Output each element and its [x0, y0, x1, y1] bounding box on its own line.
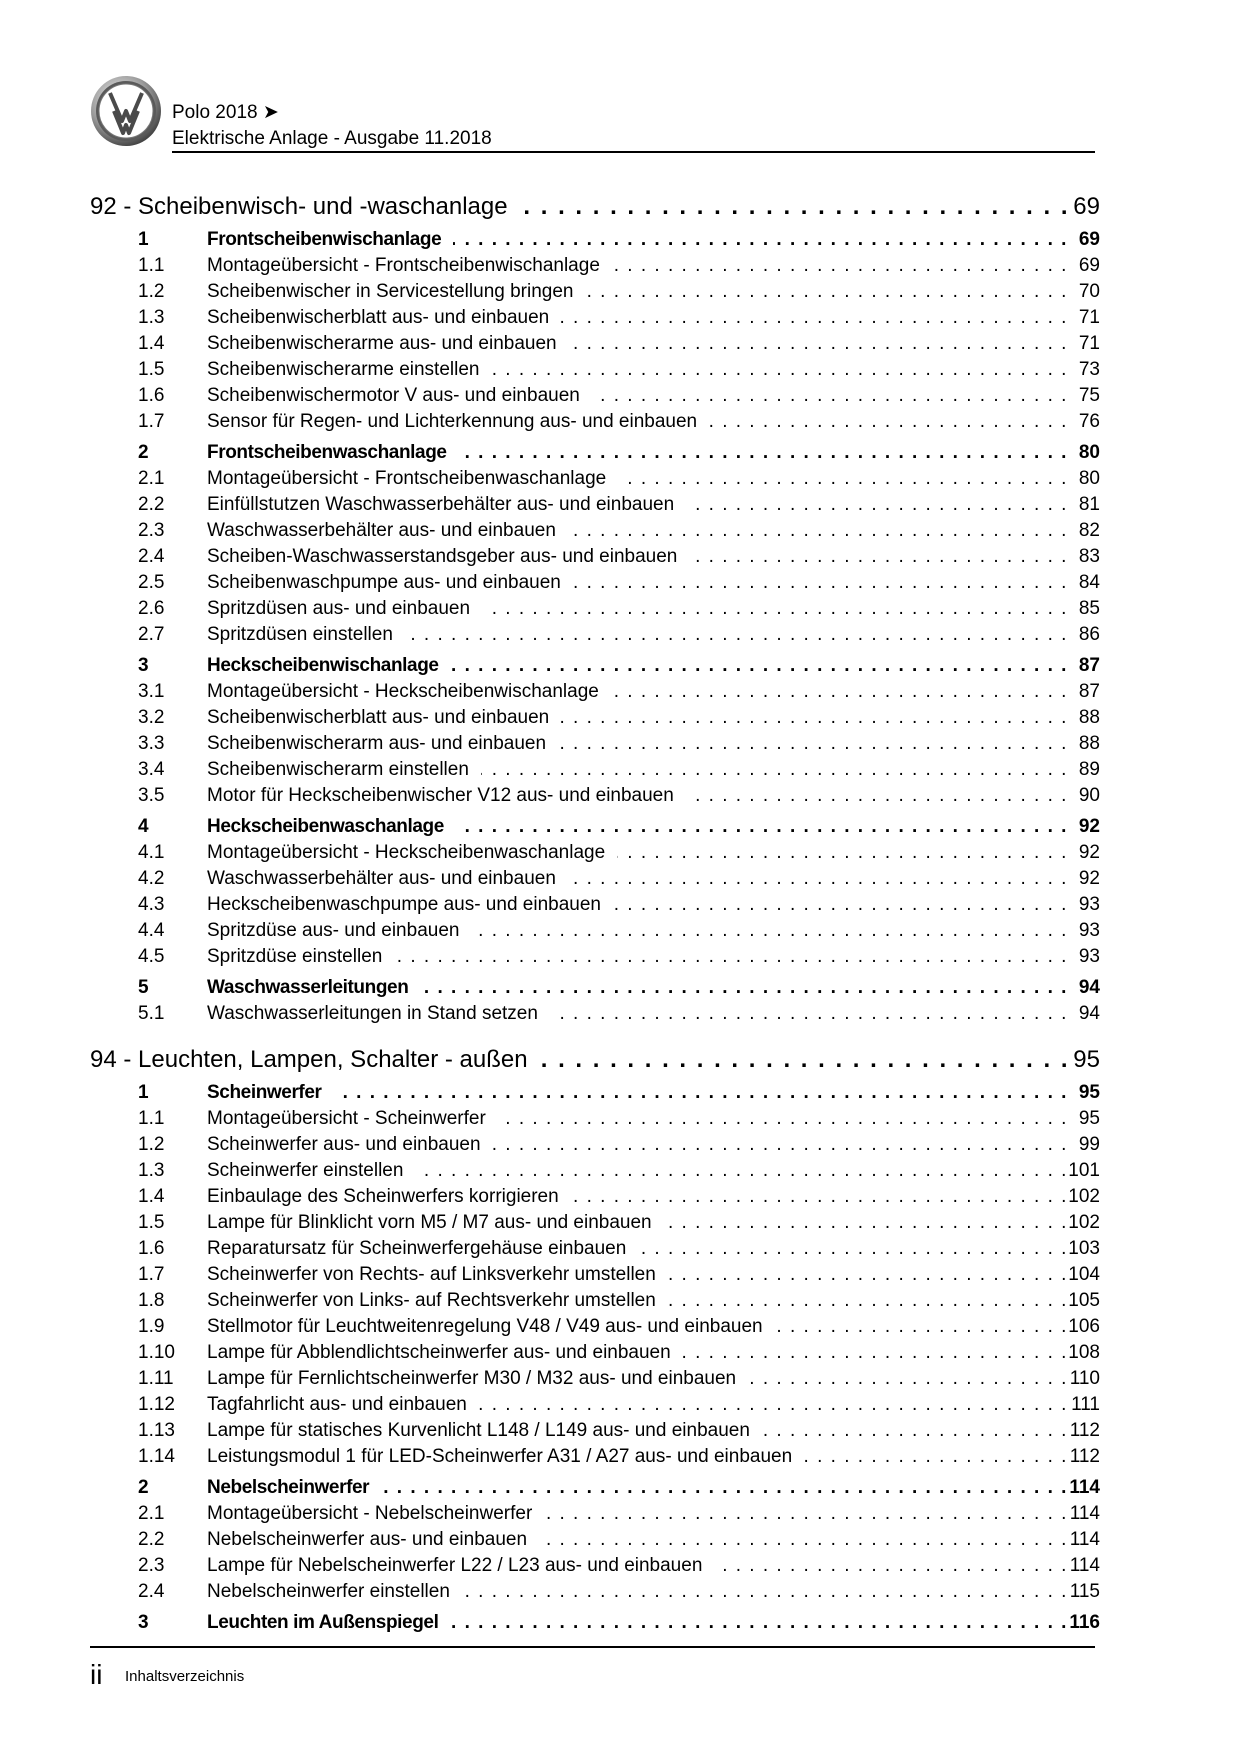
- toc-entry[interactable]: [0, 623, 1240, 651]
- toc-entry-number: 1.11: [138, 1368, 174, 1389]
- page-header: [90, 70, 1095, 150]
- toc-entry[interactable]: [0, 493, 1240, 521]
- toc-entry-number: 3.1: [138, 681, 165, 702]
- toc-entry-number: 4: [138, 816, 149, 837]
- toc-entry[interactable]: [0, 332, 1240, 360]
- toc-entry-page: 105: [1068, 1290, 1100, 1311]
- toc-entry-page: 84: [1078, 572, 1100, 593]
- toc-entry-title: Scheibenwischermotor V aus- und einbauen . . .: [207, 384, 1075, 408]
- toc-entry-title: Scheibenwischerblatt aus- und einbauen . . .: [207, 306, 1075, 330]
- toc-entry-title: Tagfahrlicht aus- und einbauen . . .: [207, 1393, 1075, 1417]
- toc-entry[interactable]: [0, 732, 1240, 760]
- toc-entry-number: 3.2: [138, 707, 165, 728]
- toc-entry-page: 92: [1078, 816, 1100, 837]
- toc-entry-page: 99: [1078, 1134, 1100, 1155]
- toc-entry-title: Montageübersicht - Frontscheibenwaschanlage . . .: [207, 467, 1075, 491]
- toc-entry-number: 2.2: [138, 494, 165, 515]
- toc-entry-title: Leistungsmodul 1 für LED-Scheinwerfer A31 / A27 aus- und einbauen . . .: [207, 1445, 1075, 1469]
- toc-entry-page: 92: [1078, 842, 1100, 863]
- toc-entry[interactable]: [0, 1263, 1240, 1291]
- toc-entry-number: 1.7: [138, 411, 165, 432]
- toc-entry-page: 75: [1078, 385, 1100, 406]
- toc-entry-title: Spritzdüsen aus- und einbauen . . .: [207, 597, 1075, 621]
- toc-entry[interactable]: [0, 784, 1240, 812]
- toc-entry-number: 1.12: [138, 1394, 175, 1415]
- toc-entry-page: 88: [1078, 733, 1100, 754]
- toc-entry-number: 1.6: [138, 385, 165, 406]
- toc-entry-page: 86: [1078, 624, 1100, 645]
- toc-entry[interactable]: [0, 1528, 1240, 1556]
- toc-entry-page: 95: [1078, 1082, 1100, 1103]
- toc-entry-number: 3: [138, 655, 149, 676]
- toc-entry-title: Montageübersicht - Scheinwerfer . . .: [207, 1107, 1075, 1131]
- toc-entry-page: 112: [1069, 1420, 1100, 1441]
- toc-entry-page: 76: [1078, 411, 1100, 432]
- toc-entry[interactable]: [0, 1367, 1240, 1395]
- toc-entry-number: 3.4: [138, 759, 165, 780]
- toc-entry-number: 2.5: [138, 572, 165, 593]
- toc-entry-title: Lampe für Abblendlichtscheinwerfer aus- und einbauen . . .: [207, 1341, 1075, 1365]
- toc-entry-page: 101: [1068, 1160, 1100, 1181]
- toc-entry[interactable]: [0, 1393, 1240, 1421]
- toc-entry-number: 1.2: [138, 1134, 165, 1155]
- toc-entry-number: 1.1: [138, 255, 165, 276]
- toc-entry[interactable]: [0, 254, 1240, 282]
- toc-entry-title: Stellmotor für Leuchtweitenregelung V48 / V49 aus- und einbauen . . .: [207, 1315, 1075, 1339]
- toc-entry-title: Lampe für Blinklicht vorn M5 / M7 aus- und einbauen . . .: [207, 1211, 1075, 1235]
- toc-section[interactable]: [0, 1611, 1240, 1639]
- toc-entry-page: 69: [1078, 229, 1100, 250]
- toc-entry-number: 2.4: [138, 1581, 165, 1602]
- toc-entry-number: 2.3: [138, 520, 165, 541]
- toc-entry[interactable]: [0, 919, 1240, 947]
- toc-entry-number: 1.3: [138, 307, 165, 328]
- toc-entry-title: Lampe für statisches Kurvenlicht L148 / L149 aus- und einbauen . . .: [207, 1419, 1075, 1443]
- toc-entry-page: 89: [1078, 759, 1100, 780]
- toc-entry-page: 82: [1078, 520, 1100, 541]
- toc-entry-number: 1.4: [138, 333, 165, 354]
- header-divider: [172, 151, 1095, 153]
- toc-entry-page: 80: [1078, 442, 1100, 463]
- toc-entry-title: Spritzdüse einstellen . . .: [207, 945, 1075, 969]
- toc-entry-page: 102: [1068, 1212, 1100, 1233]
- toc-entry-number: 1.14: [138, 1446, 175, 1467]
- toc-entry-number: 4.3: [138, 894, 165, 915]
- toc-entry-title: Scheinwerfer . . .: [207, 1081, 1075, 1105]
- toc-entry-title: Montageübersicht - Frontscheibenwischanlage . . .: [207, 254, 1075, 278]
- toc-entry-title: Leuchten im Außenspiegel . . .: [207, 1611, 1075, 1635]
- toc-chapter-title: 92 - Scheibenwisch- und -waschanlage . . .: [90, 192, 1075, 222]
- toc-entry-title: Scheinwerfer einstellen . . .: [207, 1159, 1075, 1183]
- toc-entry-title: Heckscheibenwaschpumpe aus- und einbauen . . .: [207, 893, 1075, 917]
- toc-entry-number: 2: [138, 1477, 149, 1498]
- toc-entry-number: 2.2: [138, 1529, 165, 1550]
- toc-entry-title: Waschwasserbehälter aus- und einbauen . . .: [207, 519, 1075, 543]
- toc-entry[interactable]: [0, 841, 1240, 869]
- toc-chapter[interactable]: [0, 1045, 1240, 1079]
- toc-entry[interactable]: [0, 519, 1240, 547]
- toc-entry-number: 1.6: [138, 1238, 165, 1259]
- toc-entry-page: 81: [1078, 494, 1100, 515]
- document-title: Polo 2018 ➤: [172, 102, 279, 123]
- toc-entry[interactable]: [0, 545, 1240, 573]
- toc-entry-number: 2.4: [138, 546, 165, 567]
- toc-entry[interactable]: [0, 1419, 1240, 1447]
- toc-entry-number: 4.4: [138, 920, 165, 941]
- toc-entry-title: Spritzdüsen einstellen . . .: [207, 623, 1075, 647]
- toc-entry-title: Montageübersicht - Heckscheibenwischanlage . . .: [207, 680, 1075, 704]
- toc-entry-number: 1.10: [138, 1342, 175, 1363]
- toc-entry-page: 92: [1078, 868, 1100, 889]
- toc-entry-title: Frontscheibenwaschanlage . . .: [207, 441, 1075, 465]
- toc-entry-number: 4.2: [138, 868, 165, 889]
- toc-entry-page: 73: [1078, 359, 1100, 380]
- toc-section[interactable]: [0, 441, 1240, 469]
- toc-entry-title: Nebelscheinwerfer einstellen . . .: [207, 1580, 1075, 1604]
- toc-entry[interactable]: [0, 467, 1240, 495]
- toc-entry-page: 104: [1068, 1264, 1100, 1285]
- toc-entry-page: 114: [1069, 1529, 1100, 1550]
- toc-chapter[interactable]: [0, 192, 1240, 226]
- toc-entry-number: 1: [138, 1082, 149, 1103]
- toc-entry-page: 114: [1069, 1555, 1100, 1576]
- toc-entry[interactable]: [0, 1159, 1240, 1187]
- toc-entry-title: Scheibenwaschpumpe aus- und einbauen . . .: [207, 571, 1075, 595]
- toc-entry-title: Waschwasserbehälter aus- und einbauen . . .: [207, 867, 1075, 891]
- toc-entry-title: Reparatursatz für Scheinwerfergehäuse einbauen . . .: [207, 1237, 1075, 1261]
- toc-entry-number: 1.5: [138, 1212, 165, 1233]
- toc-section[interactable]: [0, 228, 1240, 256]
- toc-chapter-title: 94 - Leuchten, Lampen, Schalter - außen . . .: [90, 1045, 1075, 1075]
- toc-entry-page: 83: [1078, 546, 1100, 567]
- toc-entry-page: 114: [1069, 1503, 1100, 1524]
- toc-entry-title: Einfüllstutzen Waschwasserbehälter aus- und einbauen . . .: [207, 493, 1075, 517]
- toc-entry-title: Scheinwerfer von Rechts- auf Linksverkehr umstellen . . .: [207, 1263, 1075, 1287]
- toc-entry-title: Scheibenwischerarme aus- und einbauen . . .: [207, 332, 1075, 356]
- toc-entry-number: 1: [138, 229, 149, 250]
- toc-entry-title: Nebelscheinwerfer . . .: [207, 1476, 1075, 1500]
- toc-entry[interactable]: [0, 1580, 1240, 1608]
- toc-entry[interactable]: [0, 597, 1240, 625]
- toc-entry[interactable]: [0, 945, 1240, 973]
- toc-entry[interactable]: [0, 358, 1240, 386]
- toc-entry-page: 116: [1069, 1612, 1100, 1633]
- toc-chapter-page: 69: [1073, 193, 1100, 220]
- toc-entry-title: Frontscheibenwischanlage . . .: [207, 228, 1075, 252]
- toc-entry-title: Motor für Heckscheibenwischer V12 aus- und einbauen . . .: [207, 784, 1075, 808]
- toc-entry-title: Waschwasserleitungen in Stand setzen . . .: [207, 1002, 1075, 1026]
- toc-entry-page: 115: [1069, 1581, 1100, 1602]
- toc-entry-title: Waschwasserleitungen . . .: [207, 976, 1075, 1000]
- toc-section[interactable]: [0, 1476, 1240, 1504]
- toc-entry-page: 103: [1068, 1238, 1100, 1259]
- toc-entry-title: Lampe für Nebelscheinwerfer L22 / L23 aus- und einbauen . . .: [207, 1554, 1075, 1578]
- toc-section[interactable]: [0, 654, 1240, 682]
- toc-entry-page: 80: [1078, 468, 1100, 489]
- toc-entry[interactable]: [0, 867, 1240, 895]
- toc-entry[interactable]: [0, 1554, 1240, 1582]
- toc-entry-page: 71: [1078, 307, 1100, 328]
- toc-entry[interactable]: [0, 758, 1240, 786]
- toc-chapter-page: 95: [1073, 1046, 1100, 1073]
- footer-divider: [90, 1646, 1095, 1648]
- toc-entry-page: 93: [1078, 894, 1100, 915]
- toc-entry-title: Scheibenwischerblatt aus- und einbauen . . .: [207, 706, 1075, 730]
- toc-entry-title: Montageübersicht - Heckscheibenwaschanlage . . .: [207, 841, 1075, 865]
- toc-entry[interactable]: [0, 410, 1240, 438]
- toc-entry-title: Scheinwerfer aus- und einbauen . . .: [207, 1133, 1075, 1157]
- toc-entry-title: Scheibenwischerarm aus- und einbauen . . .: [207, 732, 1075, 756]
- toc-entry-title: Heckscheibenwischanlage . . .: [207, 654, 1075, 678]
- toc-entry-number: 2.1: [138, 1503, 165, 1524]
- toc-entry-page: 69: [1078, 255, 1100, 276]
- toc-entry-title: Scheiben-Waschwasserstandsgeber aus- und einbauen . . .: [207, 545, 1075, 569]
- toc-entry-number: 5.1: [138, 1003, 165, 1024]
- toc-entry[interactable]: [0, 1502, 1240, 1530]
- toc-entry-page: 94: [1078, 977, 1100, 998]
- toc-entry[interactable]: [0, 1133, 1240, 1161]
- toc-entry[interactable]: [0, 1289, 1240, 1317]
- toc-entry[interactable]: [0, 1211, 1240, 1239]
- toc-entry[interactable]: [0, 1445, 1240, 1473]
- toc-entry-page: 93: [1078, 946, 1100, 967]
- toc-entry[interactable]: [0, 1185, 1240, 1213]
- toc-entry-number: 2.1: [138, 468, 165, 489]
- toc-entry-number: 1.2: [138, 281, 165, 302]
- document-subtitle: Elektrische Anlage - Ausgabe 11.2018: [172, 128, 492, 149]
- footer-section-label: Inhaltsverzeichnis: [125, 1668, 245, 1685]
- toc-entry-number: 2.6: [138, 598, 165, 619]
- toc-entry-page: 110: [1069, 1368, 1100, 1389]
- toc-entry-page: 87: [1078, 655, 1100, 676]
- toc-entry-page: 106: [1068, 1316, 1100, 1337]
- toc-entry-title: Heckscheibenwaschanlage . . .: [207, 815, 1075, 839]
- toc-entry[interactable]: [0, 680, 1240, 708]
- toc-entry[interactable]: [0, 306, 1240, 334]
- toc-entry[interactable]: [0, 1002, 1240, 1030]
- toc-entry-title: Montageübersicht - Nebelscheinwerfer . . .: [207, 1502, 1075, 1526]
- toc-entry[interactable]: [0, 893, 1240, 921]
- toc-entry-number: 5: [138, 977, 149, 998]
- toc-entry-number: 1.4: [138, 1186, 165, 1207]
- toc-entry[interactable]: [0, 1341, 1240, 1369]
- toc-entry-page: 102: [1068, 1186, 1100, 1207]
- page-number: ii: [90, 1659, 103, 1690]
- toc-entry-number: 3.3: [138, 733, 165, 754]
- toc-entry-title: Spritzdüse aus- und einbauen . . .: [207, 919, 1075, 943]
- toc-entry-page: 70: [1078, 281, 1100, 302]
- toc-entry-number: 3.5: [138, 785, 165, 806]
- toc-entry-title: Scheibenwischerarm einstellen . . .: [207, 758, 1075, 782]
- toc-entry-title: Sensor für Regen- und Lichterkennung aus- und einbauen . . .: [207, 410, 1075, 434]
- toc-entry[interactable]: [0, 280, 1240, 308]
- toc-section[interactable]: [0, 815, 1240, 843]
- toc-entry-number: 1.1: [138, 1108, 165, 1129]
- toc-entry-number: 1.13: [138, 1420, 175, 1441]
- toc-entry-page: 112: [1069, 1446, 1100, 1467]
- toc-entry-number: 4.5: [138, 946, 165, 967]
- toc-entry[interactable]: [0, 1107, 1240, 1135]
- toc-entry-page: 108: [1068, 1342, 1100, 1363]
- toc-entry-number: 1.3: [138, 1160, 165, 1181]
- toc-entry[interactable]: [0, 706, 1240, 734]
- toc-entry-number: 1.7: [138, 1264, 165, 1285]
- toc-entry[interactable]: [0, 384, 1240, 412]
- toc-entry-number: 1.8: [138, 1290, 165, 1311]
- toc-entry-page: 90: [1078, 785, 1100, 806]
- toc-entry-number: 1.9: [138, 1316, 165, 1337]
- toc-entry-page: 94: [1078, 1003, 1100, 1024]
- toc-section[interactable]: [0, 1081, 1240, 1109]
- toc-entry-number: 1.5: [138, 359, 165, 380]
- toc-entry-title: Scheibenwischer in Servicestellung bringen . . .: [207, 280, 1075, 304]
- toc-entry[interactable]: [0, 1237, 1240, 1265]
- toc-entry-page: 111: [1071, 1394, 1100, 1415]
- toc-entry-number: 4.1: [138, 842, 165, 863]
- toc-entry-page: 85: [1078, 598, 1100, 619]
- vw-logo-icon: [90, 75, 162, 147]
- toc-entry[interactable]: [0, 571, 1240, 599]
- toc-entry-page: 93: [1078, 920, 1100, 941]
- toc-entry[interactable]: [0, 1315, 1240, 1343]
- toc-entry-title: Scheinwerfer von Links- auf Rechtsverkehr umstellen . . .: [207, 1289, 1075, 1313]
- toc-entry-title: Lampe für Fernlichtscheinwerfer M30 / M32 aus- und einbauen . . .: [207, 1367, 1075, 1391]
- toc-entry-number: 2.7: [138, 624, 165, 645]
- toc-entry-number: 3: [138, 1612, 149, 1633]
- toc-entry-page: 95: [1078, 1108, 1100, 1129]
- toc-entry-title: Nebelscheinwerfer aus- und einbauen . . .: [207, 1528, 1075, 1552]
- toc-entry-number: 2.3: [138, 1555, 165, 1576]
- toc-entry-page: 88: [1078, 707, 1100, 728]
- toc-section[interactable]: [0, 976, 1240, 1004]
- toc-entry-page: 114: [1069, 1477, 1100, 1498]
- toc-entry-title: Scheibenwischerarme einstellen . . .: [207, 358, 1075, 382]
- toc-entry-title: Einbaulage des Scheinwerfers korrigieren . . .: [207, 1185, 1075, 1209]
- toc-entry-number: 2: [138, 442, 149, 463]
- toc-entry-page: 71: [1078, 333, 1100, 354]
- toc-entry-page: 87: [1078, 681, 1100, 702]
